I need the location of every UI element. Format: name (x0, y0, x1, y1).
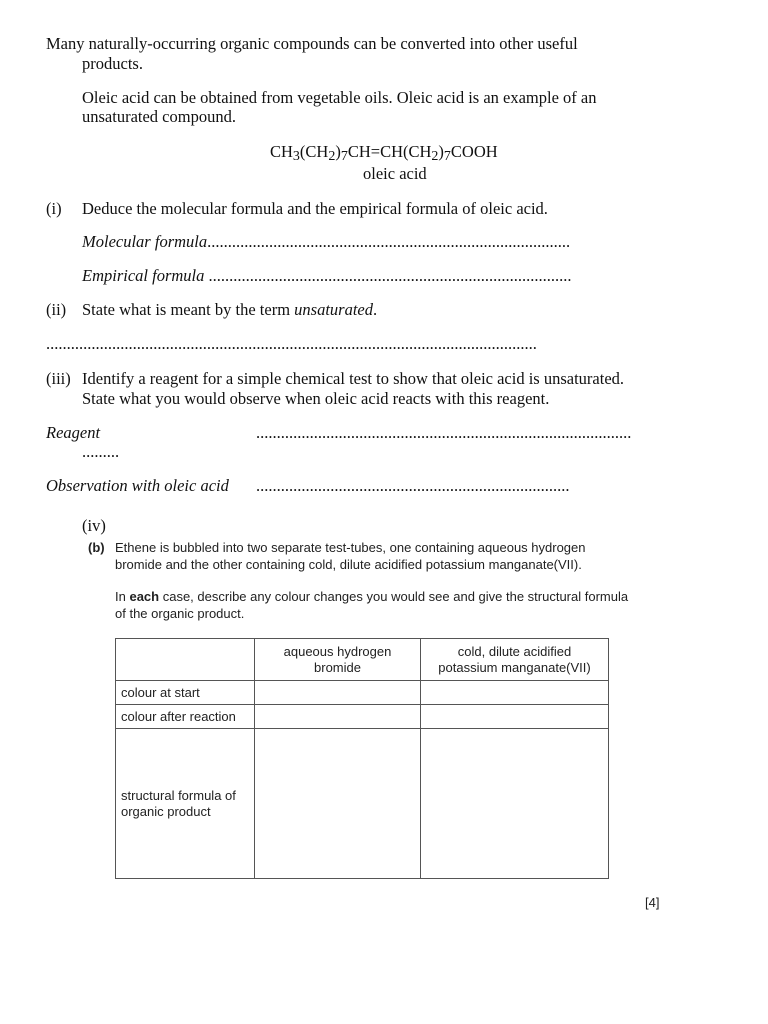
formula-part: CH (270, 142, 293, 161)
answer-cell[interactable] (255, 705, 421, 729)
intro-line-2: products. (82, 54, 143, 73)
answer-cell[interactable] (255, 729, 421, 879)
oleic-acid-formula (270, 142, 498, 162)
question-2-text-start: State what is meant by the term (82, 300, 295, 319)
instruction-emphasis: each (129, 589, 160, 604)
reagent-answer-line[interactable]: ........................................................................................... (256, 423, 632, 442)
formula-name: oleic acid (363, 164, 427, 183)
answer-cell[interactable] (421, 705, 609, 729)
formula-part: 3 (292, 149, 300, 164)
intro-line-1: Many naturally-occurring organic compounds can be converted into other useful (46, 34, 578, 53)
empirical-formula-row (82, 266, 572, 286)
question-1-number: (i) (46, 199, 62, 218)
column-header-line: potassium manganate(VII) (438, 659, 591, 675)
question-4-number: (iv) (82, 516, 106, 535)
column-header-line: aqueous hydrogen (283, 643, 392, 659)
formula-part: ) (335, 142, 341, 161)
intro-paragraph-line-2: unsaturated compound. (82, 107, 236, 126)
answer-cell[interactable] (421, 681, 609, 705)
row-label-structural-formula (116, 729, 255, 879)
table-corner-cell (116, 639, 255, 681)
row-label-line: structural formula of (121, 787, 236, 803)
question-2-answer-line[interactable]: ....................................................................................................................... (46, 334, 537, 353)
formula-part: 2 (431, 149, 439, 164)
question-2-text (82, 300, 377, 320)
formula-part: 7 (443, 149, 451, 164)
instruction-rest: case, describe any colour changes you would see and give the structural formula (159, 589, 629, 604)
column-header-line: cold, dilute acidified (457, 643, 572, 659)
question-2-number: (ii) (46, 300, 67, 319)
observation-answer-line[interactable]: ............................................................................ (256, 476, 570, 495)
answer-cell[interactable] (255, 681, 421, 705)
formula-part: CH=CH(CH (347, 142, 432, 161)
reagent-label: Reagent (46, 423, 101, 442)
row-label-colour-after-reaction: colour after reaction (116, 705, 255, 729)
instruction-start: In (115, 589, 130, 604)
row-label-line: organic product (121, 803, 211, 819)
formula-part: 2 (328, 149, 336, 164)
part-b-label: (b) (88, 540, 105, 555)
column-header-hydrogen-bromide (255, 639, 421, 681)
molecular-formula-row (82, 232, 570, 252)
molecular-formula-answer-line[interactable]: ........................................................................................ (207, 232, 571, 251)
formula-part: (CH (299, 142, 329, 161)
formula-part: ) (438, 142, 444, 161)
formula-part: 7 (340, 149, 348, 164)
question-2-term: unsaturated (294, 300, 373, 319)
part-b-line-1: Ethene is bubbled into two separate test-tubes, one containing aqueous hydrogen (115, 540, 586, 555)
part-b-instruction-line-2: of the organic product. (115, 606, 245, 621)
question-3-line-1: Identify a reagent for a simple chemical test to show that oleic acid is unsaturated. (82, 369, 625, 388)
question-2-text-end: . (373, 300, 378, 319)
empirical-formula-answer-line[interactable]: ........................................................................................ (208, 266, 572, 285)
molecular-formula-label: Molecular formula (82, 232, 208, 251)
reagent-answer-line-continued[interactable]: ......... (82, 442, 120, 461)
question-3-number: (iii) (46, 369, 71, 388)
observation-label: Observation with oleic acid (46, 476, 229, 495)
row-label-colour-at-start: colour at start (116, 681, 255, 705)
intro-paragraph-line-1: Oleic acid can be obtained from vegetable oils. Oleic acid is an example of an (82, 88, 597, 107)
question-1-text: Deduce the molecular formula and the empirical formula of oleic acid. (82, 199, 548, 218)
column-header-potassium-manganate (421, 639, 609, 681)
answer-cell[interactable] (421, 729, 609, 879)
column-header-line: bromide (314, 659, 361, 675)
formula-part: COOH (450, 142, 498, 161)
part-b-instruction-line-1 (115, 589, 628, 604)
answer-table (115, 638, 609, 879)
empirical-formula-label: Empirical formula (82, 266, 205, 285)
part-b-line-2: bromide and the other containing cold, dilute acidified potassium manganate(VII). (115, 557, 582, 572)
question-3-line-2: State what you would observe when oleic acid reacts with this reagent. (82, 389, 550, 408)
marks-total: [4] (645, 895, 660, 910)
